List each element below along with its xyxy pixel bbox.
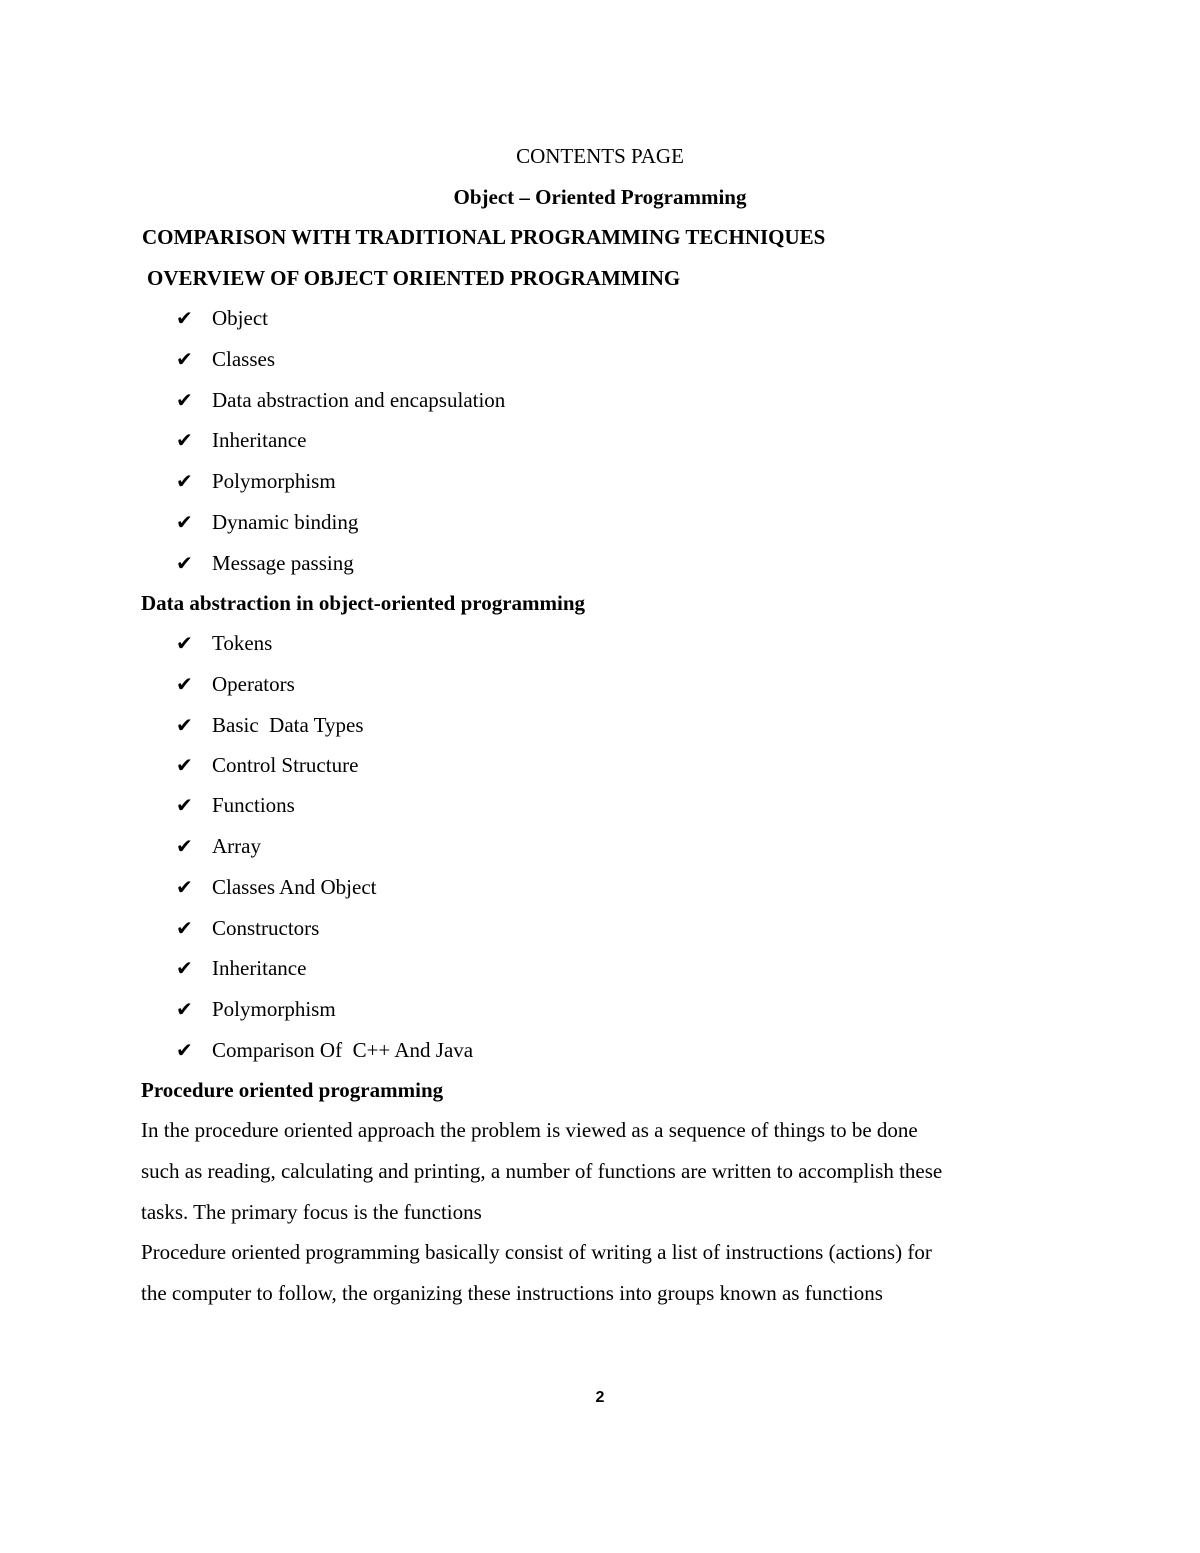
checklist-item [176,874,376,900]
checkmark-icon: ✔ [176,956,193,980]
page-number: 2 [595,1389,605,1406]
checkmark-icon: ✔ [176,551,193,575]
checklist-item [176,427,306,453]
checklist-item [176,833,261,859]
section-heading-comparison: COMPARISON WITH TRADITIONAL PROGRAMMING TECHNIQUES [142,225,826,249]
checklist-item-label: Object [212,306,268,330]
checkmark-icon: ✔ [176,1038,193,1062]
checkmark-icon: ✔ [176,997,193,1021]
checklist-item-label: Tokens [212,631,273,655]
checkmark-icon: ✔ [176,347,193,371]
section-heading-data-abstraction: Data abstraction in object-oriented programming [141,591,586,615]
checklist-item-label: Dynamic binding [212,510,359,534]
section-heading-procedure: Procedure oriented programming [141,1078,444,1102]
checklist-item-label: Polymorphism [212,469,336,493]
checklist-item-label: Array [212,834,261,858]
checkmark-icon: ✔ [176,672,193,696]
checklist-item [176,996,336,1022]
checklist-item [176,509,358,535]
body-text-line: In the procedure oriented approach the problem is viewed as a sequence of things to be done [141,1118,918,1142]
checklist-item-label: Functions [212,793,295,817]
checkmark-icon: ✔ [176,428,193,452]
checklist-item-label: Control Structure [212,753,359,777]
checkmark-icon: ✔ [176,793,193,817]
checkmark-icon: ✔ [176,875,193,899]
checklist-item [176,712,364,738]
checklist-item [176,550,354,576]
checkmark-icon: ✔ [176,510,193,534]
checklist-item-label: Classes [212,347,275,371]
checklist-item-label: Classes And Object [212,875,377,899]
checkmark-icon: ✔ [176,631,193,655]
contents-page-heading: CONTENTS PAGE [516,144,684,168]
checklist-item-label: Inheritance [212,956,307,980]
checklist-item [176,346,275,372]
checkmark-icon: ✔ [176,834,193,858]
checklist-item-label: Message passing [212,551,354,575]
checkmark-icon: ✔ [176,388,193,412]
checklist-item [176,387,505,413]
checkmark-icon: ✔ [176,306,193,330]
checklist-item [176,792,295,818]
checklist-item [176,671,295,697]
checklist-item-label: Constructors [212,916,320,940]
checkmark-icon: ✔ [176,713,193,737]
checklist-item-label: Data abstraction and encapsulation [212,388,506,412]
checklist-item [176,468,336,494]
checklist-item-label: Operators [212,672,295,696]
checklist-item [176,630,272,656]
section-heading-overview: OVERVIEW OF OBJECT ORIENTED PROGRAMMING [147,266,681,290]
body-text-line: tasks. The primary focus is the functions [141,1200,482,1224]
checklist-item [176,752,358,778]
checkmark-icon: ✔ [176,916,193,940]
checkmark-icon: ✔ [176,469,193,493]
page-subtitle: Object – Oriented Programming [453,185,747,209]
checklist-item [176,1037,473,1063]
checklist-item [176,955,306,981]
checklist-item-label: Basic Data Types [212,713,364,737]
checkmark-icon: ✔ [176,753,193,777]
body-text-line: Procedure oriented programming basically consist of writing a list of instructions (actions) for [141,1240,932,1264]
checklist-item-label: Inheritance [212,428,307,452]
checklist-item-label: Polymorphism [212,997,336,1021]
body-text-line: the computer to follow, the organizing these instructions into groups known as functions [141,1281,883,1305]
checklist-item-label: Comparison Of C++ And Java [212,1038,474,1062]
body-text-line: such as reading, calculating and printing, a number of functions are written to accomplish these [141,1159,943,1183]
checklist-item [176,915,319,941]
checklist-item [176,305,268,331]
